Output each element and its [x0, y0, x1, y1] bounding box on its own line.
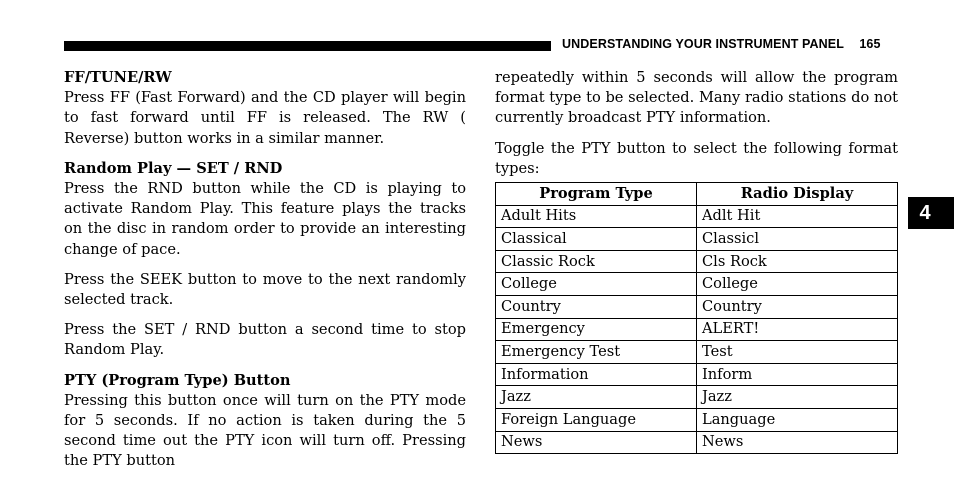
- table-row: [496, 341, 898, 364]
- left-column: [64, 68, 466, 472]
- table-row: [496, 273, 898, 296]
- pty-button-heading: PTY (Program Type) Button: [64, 371, 291, 389]
- radio-display-cell: Test: [697, 341, 898, 364]
- table-row: [496, 318, 898, 341]
- running-header: [562, 37, 881, 51]
- radio-display-cell: Language: [697, 408, 898, 431]
- radio-display-cell: Adlt Hit: [697, 205, 898, 228]
- header-title: UNDERSTANDING YOUR INSTRUMENT PANEL: [562, 37, 844, 51]
- program-type-cell: Information: [496, 363, 697, 386]
- column-header-radio-display: Radio Display: [697, 183, 898, 206]
- program-type-cell: Emergency Test: [496, 341, 697, 364]
- random-play-heading: Random Play — SET / RND: [64, 159, 283, 177]
- section-tab: 4: [908, 197, 954, 229]
- radio-display-cell: News: [697, 431, 898, 454]
- table-row: [496, 363, 898, 386]
- table-row: [496, 295, 898, 318]
- program-type-cell: Foreign Language: [496, 408, 697, 431]
- program-type-cell: Adult Hits: [496, 205, 697, 228]
- table-row: [496, 431, 898, 454]
- radio-display-cell: Country: [697, 295, 898, 318]
- ff-tune-rw-paragraph: Press FF (Fast Forward) and the CD player will begin to fast forward until FF is released. The RW ( Reverse) button works in a similar manner.: [64, 89, 466, 147]
- radio-display-cell: Cls Rock: [697, 250, 898, 273]
- program-type-cell: College: [496, 273, 697, 296]
- program-type-cell: Classical: [496, 228, 697, 251]
- pty-format-table: [495, 182, 898, 454]
- program-type-cell: Country: [496, 295, 697, 318]
- program-type-cell: Emergency: [496, 318, 697, 341]
- table-row: [496, 250, 898, 273]
- radio-display-cell: Classicl: [697, 228, 898, 251]
- pty-continued-paragraph: repeatedly within 5 seconds will allow the program format type to be selected. Many radio stations do not currently broadcast PTY information.: [495, 69, 898, 127]
- table-row: [496, 386, 898, 409]
- radio-display-cell: Inform: [697, 363, 898, 386]
- seek-paragraph: Press the SEEK button to move to the next randomly selected track.: [64, 270, 466, 309]
- pty-toggle-paragraph: Toggle the PTY button to select the following format types:: [495, 139, 898, 177]
- header-bar: [64, 41, 551, 51]
- stop-random-paragraph: Press the SET / RND button a second time to stop Random Play.: [64, 321, 466, 359]
- table-row: [496, 228, 898, 251]
- program-type-cell: Jazz: [496, 386, 697, 409]
- random-play-paragraph: Press the RND button while the CD is playing to activate Random Play. This feature plays the tracks on the disc in random order to provide an interesting change of pace.: [64, 180, 466, 258]
- pty-button-paragraph: Pressing this button once will turn on the PTY mode for 5 seconds. If no action is taken during the 5 second time out the PTY icon will turn off. Pressing the PTY button: [64, 391, 466, 470]
- right-column: [495, 68, 898, 179]
- table-row: [496, 408, 898, 431]
- ff-tune-rw-heading: FF/TUNE/RW: [64, 69, 172, 86]
- table-row: [496, 205, 898, 228]
- radio-display-cell: Jazz: [697, 386, 898, 409]
- program-type-cell: Classic Rock: [496, 250, 697, 273]
- radio-display-cell: College: [697, 273, 898, 296]
- page-number: 165: [859, 37, 881, 51]
- column-header-program-type: Program Type: [496, 183, 697, 206]
- program-type-cell: News: [496, 431, 697, 454]
- table-header-row: [496, 183, 898, 206]
- radio-display-cell: ALERT!: [697, 318, 898, 341]
